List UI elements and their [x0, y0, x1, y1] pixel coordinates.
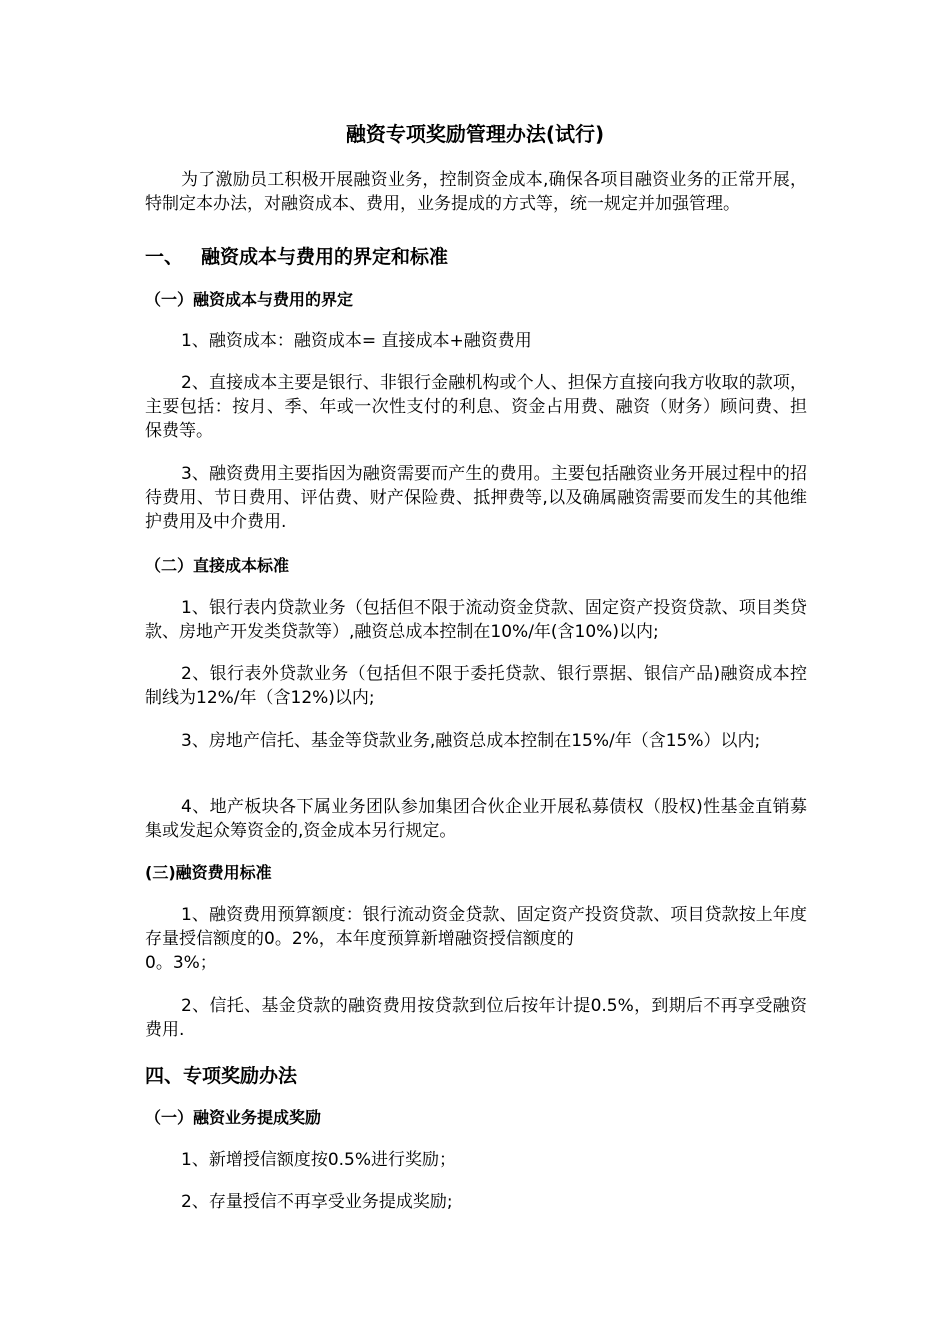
paragraph-1-3-1-continued: 0。3%；	[145, 953, 217, 973]
paragraph-1-1-1: 1、融资成本：融资成本= 直接成本+融资费用	[181, 331, 532, 351]
subsection-1-1-heading: （一）融资成本与费用的界定	[145, 290, 354, 309]
paragraph-1-2-3: 3、房地产信托、基金等贷款业务,融资总成本控制在15%/年（含15%）以内;	[181, 731, 761, 751]
document-title: 融资专项奖励管理办法(试行)	[345, 122, 605, 146]
subsection-1-2-heading: （二）直接成本标准	[145, 556, 290, 575]
paragraph-1-3-2: 2、信托、基金贷款的融资费用按贷款到位后按年计提0.5%，到期后不再享受融资费用.	[145, 996, 807, 1040]
paragraph-1-2-4: 4、地产板块各下属业务团队参加集团合伙企业开展私募债权（股权)性基金直销募集或发起众筹资金的,资金成本另行规定。	[145, 797, 807, 841]
intro-paragraph: 为了激励员工积极开展融资业务，控制资金成本,确保各项目融资业务的正常开展，特制定本办法，对融资成本、费用，业务提成的方式等，统一规定并加强管理。	[145, 170, 807, 214]
section-1-heading	[145, 244, 448, 270]
paragraph-1-1-3: 3、融资费用主要指因为融资需要而产生的费用。主要包括融资业务开展过程中的招待费用、节日费用、评估费、财产保险费、抵押费等,以及确属融资需要而发生的其他维护费用及中介费用.	[145, 464, 807, 532]
paragraph-1-1-2: 2、直接成本主要是银行、非银行金融机构或个人、担保方直接向我方收取的款项，主要包括：按月、季、年或一次性支付的利息、资金占用费、融资（财务）顾问费、担保费等。	[145, 373, 807, 441]
paragraph-1-3-1: 1、融资费用预算额度：银行流动资金贷款、固定资产投资贷款、项目贷款按上年度存量授信额度的0。2%，本年度预算新增融资授信额度的	[145, 905, 807, 949]
paragraph-4-1-2: 2、存量授信不再享受业务提成奖励;	[181, 1192, 453, 1212]
section-1-title: 融资成本与费用的界定和标准	[201, 246, 449, 268]
subsection-4-1-heading: （一）融资业务提成奖励	[145, 1108, 322, 1127]
paragraph-4-1-1: 1、新增授信额度按0.5%进行奖励；	[181, 1150, 457, 1170]
section-1-number: 一、	[145, 246, 184, 268]
section-4-heading: 四、专项奖励办法	[145, 1065, 298, 1087]
paragraph-1-2-1: 1、银行表内贷款业务（包括但不限于流动资金贷款、固定资产投资贷款、项目类贷款、房地产开发类贷款等）,融资总成本控制在10%/年(含10%)以内;	[145, 598, 807, 642]
paragraph-1-2-2: 2、银行表外贷款业务（包括但不限于委托贷款、银行票据、银信产品)融资成本控制线为12%/年（含12%)以内;	[145, 664, 807, 708]
subsection-1-3-heading: (三)融资费用标准	[145, 863, 272, 882]
